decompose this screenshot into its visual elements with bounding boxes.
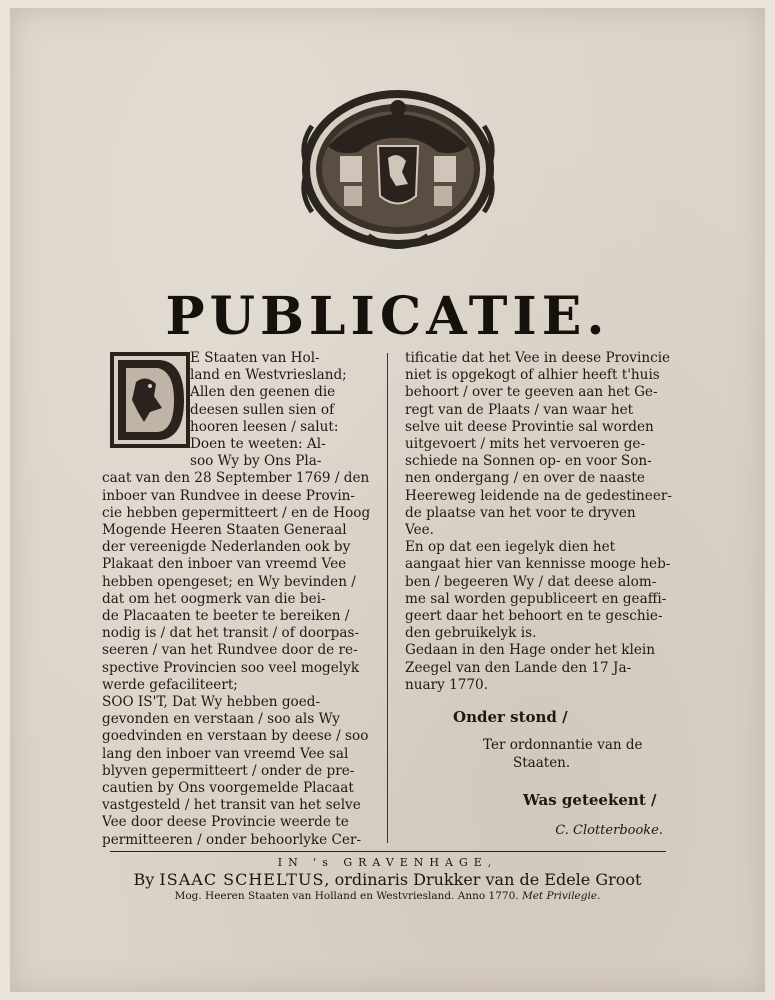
ordonnantie-line: Ter ordonnantie van de — [483, 737, 643, 753]
footer-privilege: Met Privilegie. — [521, 890, 601, 902]
body-line: schiede na Sonnen op- en voor Son- — [405, 453, 652, 470]
body-line: ben / begeeren Wy / dat deese alom- — [405, 573, 657, 590]
body-line: Vee door deese Provincie weerde te — [102, 814, 349, 831]
body-line: de Placaaten te beeter te bereiken / — [102, 608, 350, 625]
document-sheet — [10, 8, 765, 992]
body-line: niet is opgekogt of alhier heeft t'huis — [405, 367, 660, 384]
body-line: seeren / van het Rundvee door de re- — [102, 642, 358, 659]
body-line: Doen te weeten: Al- — [190, 436, 326, 453]
body-line: lang den inboer van vreemd Vee sal — [102, 745, 349, 762]
onder-stond-label: Onder stond / — [453, 708, 568, 726]
body-line: Mogende Heeren Staaten Generaal — [102, 522, 347, 539]
body-line: nuary 1770. — [405, 676, 489, 693]
footer-printer-name: ISAAC SCHELTUS — [159, 870, 325, 889]
body-line: werde gefaciliteert; — [102, 676, 238, 693]
signer-name: C. Clotterbooke. — [555, 823, 663, 838]
body-line: Allen den geenen die — [190, 384, 336, 401]
body-line: uitgevoert / mits het vervoeren ge- — [405, 436, 646, 453]
body-line: permitteeren / onder behoorlyke Cer- — [102, 831, 362, 848]
body-line: den gebruikelyk is. — [405, 625, 537, 642]
footer-place: IN 's GRAVENHAGE, — [277, 856, 498, 869]
body-line: selve uit deese Provintie sal worden — [405, 418, 654, 435]
body-line: regt van de Plaats / van waar het — [405, 401, 634, 418]
body-line: vastgesteld / het transit van het selve — [102, 797, 361, 814]
body-line: Gedaan in den Hage onder het klein — [405, 642, 655, 659]
body-line: aangaat hier van kennisse mooge heb- — [405, 556, 671, 573]
coat-of-arms-icon — [297, 86, 499, 252]
body-line: der vereenigde Nederlanden ook by — [102, 539, 351, 556]
body-line: nen ondergang / en over de naaste — [405, 470, 645, 487]
body-line: SOO IS'T, Dat Wy hebben goed- — [102, 694, 321, 711]
body-line: de plaatse van het voor te dryven — [405, 504, 636, 521]
footer-by: By — [133, 870, 155, 889]
body-line: geert daar het behoort en te geschie- — [405, 608, 663, 625]
body-column-left — [102, 350, 372, 849]
body-line: blyven gepermitteert / onder de pre- — [102, 762, 355, 779]
body-line: tificatie dat het Vee in deese Provincie — [405, 350, 671, 366]
page-title: PUBLICATIE. — [165, 286, 610, 347]
body-line: cie hebben gepermitteert / en de Hoog — [102, 504, 371, 521]
body-line: land en Westvriesland; — [190, 367, 347, 384]
body-line: inboer van Rundvee in deese Provin- — [102, 487, 356, 504]
footer-divider — [110, 851, 666, 852]
body-column-right — [405, 350, 673, 694]
body-line: dat om het oogmerk van die bei- — [102, 590, 326, 607]
ordonnantie-text — [405, 736, 751, 772]
body-line: Zeegel van den Lande den 17 Ja- — [405, 659, 632, 676]
body-line: spective Provincien soo veel mogelyk — [102, 659, 360, 676]
body-line: deesen sullen sien of — [190, 401, 335, 418]
body-line: hebben opengeset; en Wy bevinden / — [102, 573, 356, 590]
was-geteekent-label: Was geteekent / — [523, 791, 657, 809]
body-line: Heereweg leidende na de gedestineer- — [405, 487, 672, 504]
body-line: goedvinden en verstaan by deese / soo — [102, 728, 369, 745]
body-line: me sal worden gepubliceert en geaffi- — [405, 590, 667, 607]
ordonnantie-line: Staaten. — [513, 755, 571, 771]
footer-imprint-main: Mog. Heeren Staaten van Holland en Westvriesland. Anno 1770. — [174, 890, 519, 902]
footer-imprint — [105, 890, 670, 902]
body-line: En op dat een iegelyk dien het — [405, 539, 616, 556]
body-line: Plakaat den inboer van vreemd Vee — [102, 556, 347, 573]
body-line: nodig is / dat het transit / of doorpas- — [102, 625, 360, 642]
footer-printer-rest: , ordinaris Drukker van de Edele Groot — [324, 870, 642, 889]
body-line: cautien by Ons voorgemelde Placaat — [102, 780, 354, 797]
body-line: Vee. — [405, 522, 434, 539]
body-line: E Staaten van Hol- — [190, 350, 320, 366]
body-line: behoort / over te geeven aan het Ge- — [405, 384, 658, 401]
footer-printer — [105, 870, 670, 889]
column-divider — [387, 353, 388, 843]
body-line: soo Wy by Ons Pla- — [190, 453, 322, 470]
body-line: gevonden en verstaan / soo als Wy — [102, 711, 340, 728]
body-line: caat van den 28 September 1769 / den — [102, 470, 370, 487]
body-line: hooren leesen / salut: — [190, 418, 339, 435]
